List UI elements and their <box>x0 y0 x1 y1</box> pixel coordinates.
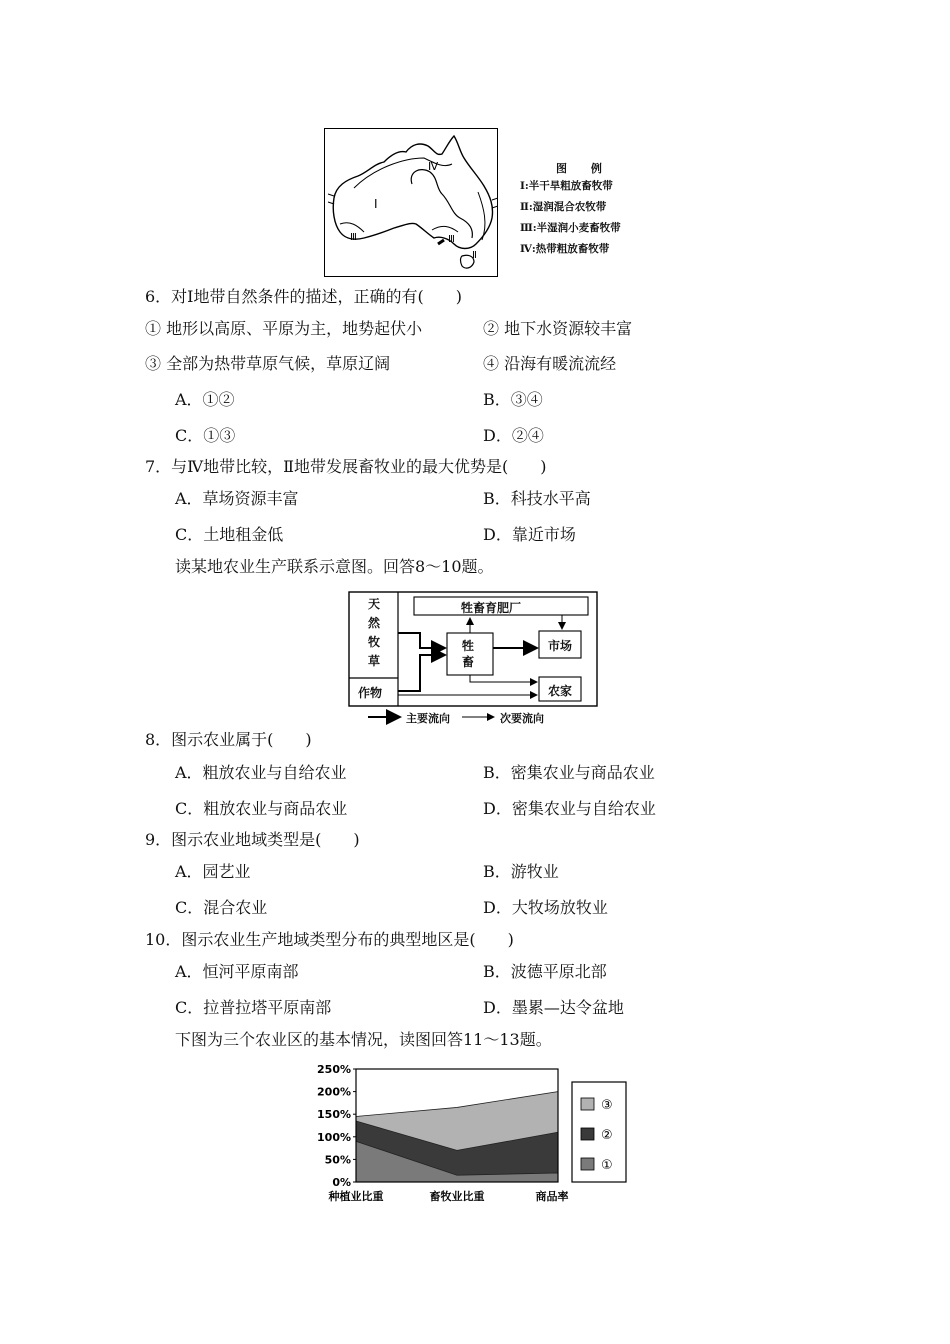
q8-stem: 8．图示农业属于( ) <box>145 730 312 749</box>
agri-flow-diagram <box>348 591 600 727</box>
map-legend-title: 图 例 <box>556 162 612 175</box>
q10-option-c[interactable]: C．拉普拉塔平原南部 <box>175 998 332 1017</box>
zone-label-3-east: Ⅲ <box>448 234 455 245</box>
q6-option-c[interactable]: C．①③ <box>175 426 236 445</box>
q6-statement-4: ④ 沿海有暖流流经 <box>483 354 617 373</box>
y-tick-label: 200% <box>317 1085 351 1099</box>
x-category-label: 种植业比重 <box>328 1190 384 1203</box>
legend-item-4: Ⅳ:热带粗放畜牧带 <box>520 243 610 255</box>
q9-option-a[interactable]: A．园艺业 <box>175 862 251 881</box>
natural-pasture-label: 天 然 牧 草 <box>367 597 380 668</box>
q6-statement-1: ① 地形以高原、平原为主，地势起伏小 <box>145 319 423 338</box>
livestock-label: 牲 畜 <box>462 639 475 669</box>
y-tick-label: 150% <box>317 1108 351 1122</box>
legend-swatch <box>581 1098 594 1110</box>
legend-label: ③ <box>601 1098 613 1113</box>
intro-8-10: 读某地农业生产联系示意图。回答8～10题。 <box>175 557 494 576</box>
q6-option-d[interactable]: D．②④ <box>483 426 544 445</box>
market-label: 市场 <box>548 639 573 653</box>
australia-map-figure <box>324 128 498 277</box>
map-legend <box>520 176 621 260</box>
q10-stem: 10．图示农业生产地域类型分布的典型地区是( ) <box>145 930 514 949</box>
farmer-label: 农家 <box>548 684 573 698</box>
q7-option-b[interactable]: B．科技水平高 <box>483 489 591 508</box>
legend-label: ① <box>601 1158 613 1173</box>
y-tick-label: 50% <box>324 1153 351 1167</box>
zone-label-1: Ⅰ <box>374 197 378 211</box>
q9-option-b[interactable]: B．游牧业 <box>483 862 559 881</box>
zone-label-4: Ⅳ <box>428 160 439 173</box>
intro-11-13: 下图为三个农业区的基本情况，读图回答11～13题。 <box>175 1030 552 1049</box>
zone-label-2: Ⅱ <box>472 250 477 261</box>
q10-option-a[interactable]: A．恒河平原南部 <box>175 962 299 981</box>
y-tick-label: 0% <box>332 1176 351 1189</box>
q9-stem: 9．图示农业地域类型是( ) <box>145 830 360 849</box>
crops-label: 作物 <box>358 686 383 700</box>
q6-statement-3: ③ 全部为热带草原气候，草原辽阔 <box>145 354 391 373</box>
x-category-label: 畜牧业比重 <box>429 1190 485 1203</box>
q8-option-d[interactable]: D．密集农业与自给农业 <box>483 799 656 818</box>
q9-option-d[interactable]: D．大牧场放牧业 <box>483 898 608 917</box>
y-tick-label: 100% <box>317 1130 351 1144</box>
q6-option-a[interactable]: A．①② <box>175 390 235 409</box>
legend-swatch <box>581 1158 594 1170</box>
legend-label: ② <box>601 1128 613 1143</box>
fertilizer-plant-label: 牲畜育肥厂 <box>461 601 522 615</box>
q7-option-a[interactable]: A．草场资源丰富 <box>175 489 299 508</box>
legend-minor-flow: 次要流向 <box>500 712 544 725</box>
australia-map <box>324 128 498 277</box>
chart-legend-box <box>572 1082 626 1182</box>
zone-label-3-west: Ⅲ <box>350 232 357 243</box>
y-tick-label: 250% <box>317 1063 351 1076</box>
q7-option-c[interactable]: C．土地租金低 <box>175 525 284 544</box>
q8-option-b[interactable]: B．密集农业与商品农业 <box>483 763 655 782</box>
q8-option-a[interactable]: A．粗放农业与自给农业 <box>175 763 347 782</box>
q9-option-c[interactable]: C．混合农业 <box>175 898 268 917</box>
legend-swatch <box>581 1128 594 1140</box>
area-chart-svg <box>312 1060 642 1210</box>
q7-option-d[interactable]: D．靠近市场 <box>483 525 576 544</box>
q7-stem: 7．与Ⅳ地带比较，Ⅱ地带发展畜牧业的最大优势是( ) <box>145 457 547 476</box>
legend-item-1: Ⅰ:半干旱粗放畜牧带 <box>520 180 613 192</box>
q6-statement-2: ② 地下水资源较丰富 <box>483 319 633 338</box>
q6-stem: 6．对Ⅰ地带自然条件的描述，正确的有( ) <box>145 287 462 306</box>
q10-option-d[interactable]: D．墨累—达令盆地 <box>483 998 624 1017</box>
q6-option-b[interactable]: B．③④ <box>483 390 543 409</box>
legend-item-2: Ⅱ:湿润混合农牧带 <box>520 201 607 213</box>
legend-item-3: Ⅲ:半湿润小麦畜牧带 <box>520 222 621 234</box>
q10-option-b[interactable]: B．波德平原北部 <box>483 962 607 981</box>
q8-option-c[interactable]: C．粗放农业与商品农业 <box>175 799 348 818</box>
x-category-label: 商品率 <box>535 1190 569 1203</box>
agri-area-chart <box>312 1060 642 1210</box>
legend-main-flow: 主要流向 <box>406 712 450 725</box>
